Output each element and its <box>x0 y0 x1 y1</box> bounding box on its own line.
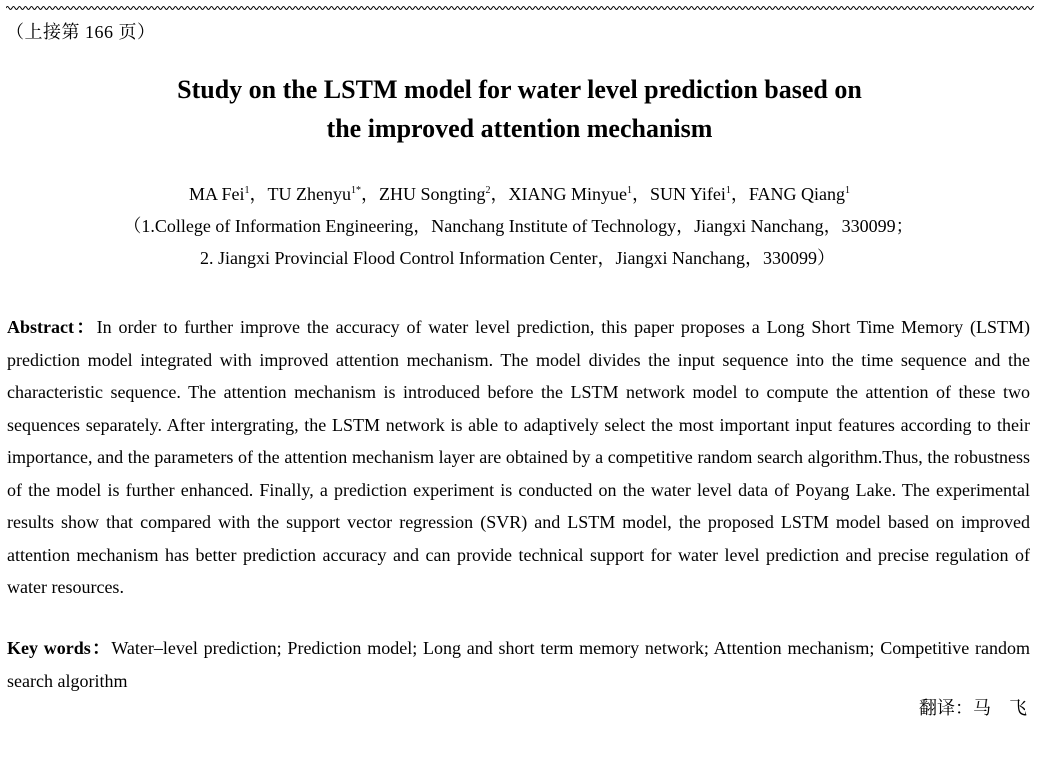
abstract-text: In order to further improve the accuracy of water level prediction, this paper proposes a Long Short Time Memory (LSTM) prediction model integrated with improved attention mechanism. The model divides the input sequence into the time sequence and the characteristic sequence. The attention mechanism is introduced before the LSTM network model to compute the attention of these two sequences separately. After intergrating, the LSTM network is able to adaptively select the most important input features according to their importance, and the parameters of the attention mechanism layer are obtained by a competitive random search algorithm.Thus, the robustness of the model is further enhanced. Finally, a prediction experiment is conducted on the water level data of Poyang Lake. The experimental results show that compared with the support vector regression (SVR) and LSTM model, the proposed LSTM model based on improved attention mechanism has better prediction accuracy and can provide technical support for water level prediction and precise regulation of water resources. <box>7 317 1030 597</box>
author-separator: ， <box>490 184 509 204</box>
affiliation-line-1: （1.College of Information Engineering，Nanchang Institute of Technology，Jiangxi Nanchang，330099； <box>123 216 914 236</box>
wavy-header-rule <box>6 3 1034 13</box>
abstract-paragraph <box>7 311 1030 604</box>
author-separator: ， <box>730 184 749 204</box>
author-separator: ， <box>632 184 650 204</box>
author <box>650 184 731 204</box>
author <box>749 184 850 204</box>
author <box>379 184 491 204</box>
author-name: MA Fei <box>188 184 245 204</box>
author-separator: ， <box>360 184 379 204</box>
author-name: SUN Yifei <box>650 184 726 204</box>
author <box>509 184 633 204</box>
author-name: TU Zhenyu <box>267 184 351 204</box>
translator-credit: 翻译：马 飞 <box>919 698 1027 718</box>
affiliation-mark: 1 <box>244 185 250 196</box>
author-list <box>0 181 1039 207</box>
author-separator: ， <box>249 184 268 204</box>
affiliation-mark: 1* <box>350 185 361 196</box>
abstract-label: Abstract： <box>7 317 97 337</box>
affiliation-line-2: 2. Jiangxi Provincial Flood Control Information Center，Jiangxi Nanchang，330099） <box>200 248 835 268</box>
keywords-paragraph <box>7 632 1030 698</box>
affiliation-mark: 2 <box>485 185 491 196</box>
continuation-note: （上接第 166 页） <box>6 22 156 42</box>
affiliation-mark: 1 <box>725 185 731 196</box>
affiliation-mark: 1 <box>627 185 632 196</box>
author <box>268 184 361 204</box>
author <box>189 184 250 204</box>
paper-title-line-1: Study on the LSTM model for water level prediction based on <box>177 75 862 104</box>
author-name: ZHU Songting <box>378 184 486 204</box>
keywords-text: Water–level prediction; Prediction model; Long and short term memory network; Attention mechanism; Competitive random search algorithm <box>7 638 1030 691</box>
author-name: FANG Qiang <box>748 184 846 204</box>
paper-title-line-2: the improved attention mechanism <box>326 114 713 143</box>
paper-title <box>0 70 1039 148</box>
author-name: XIANG Minyue <box>508 184 627 204</box>
affiliation-mark: 1 <box>845 185 851 196</box>
keywords-label: Key words： <box>7 638 112 658</box>
